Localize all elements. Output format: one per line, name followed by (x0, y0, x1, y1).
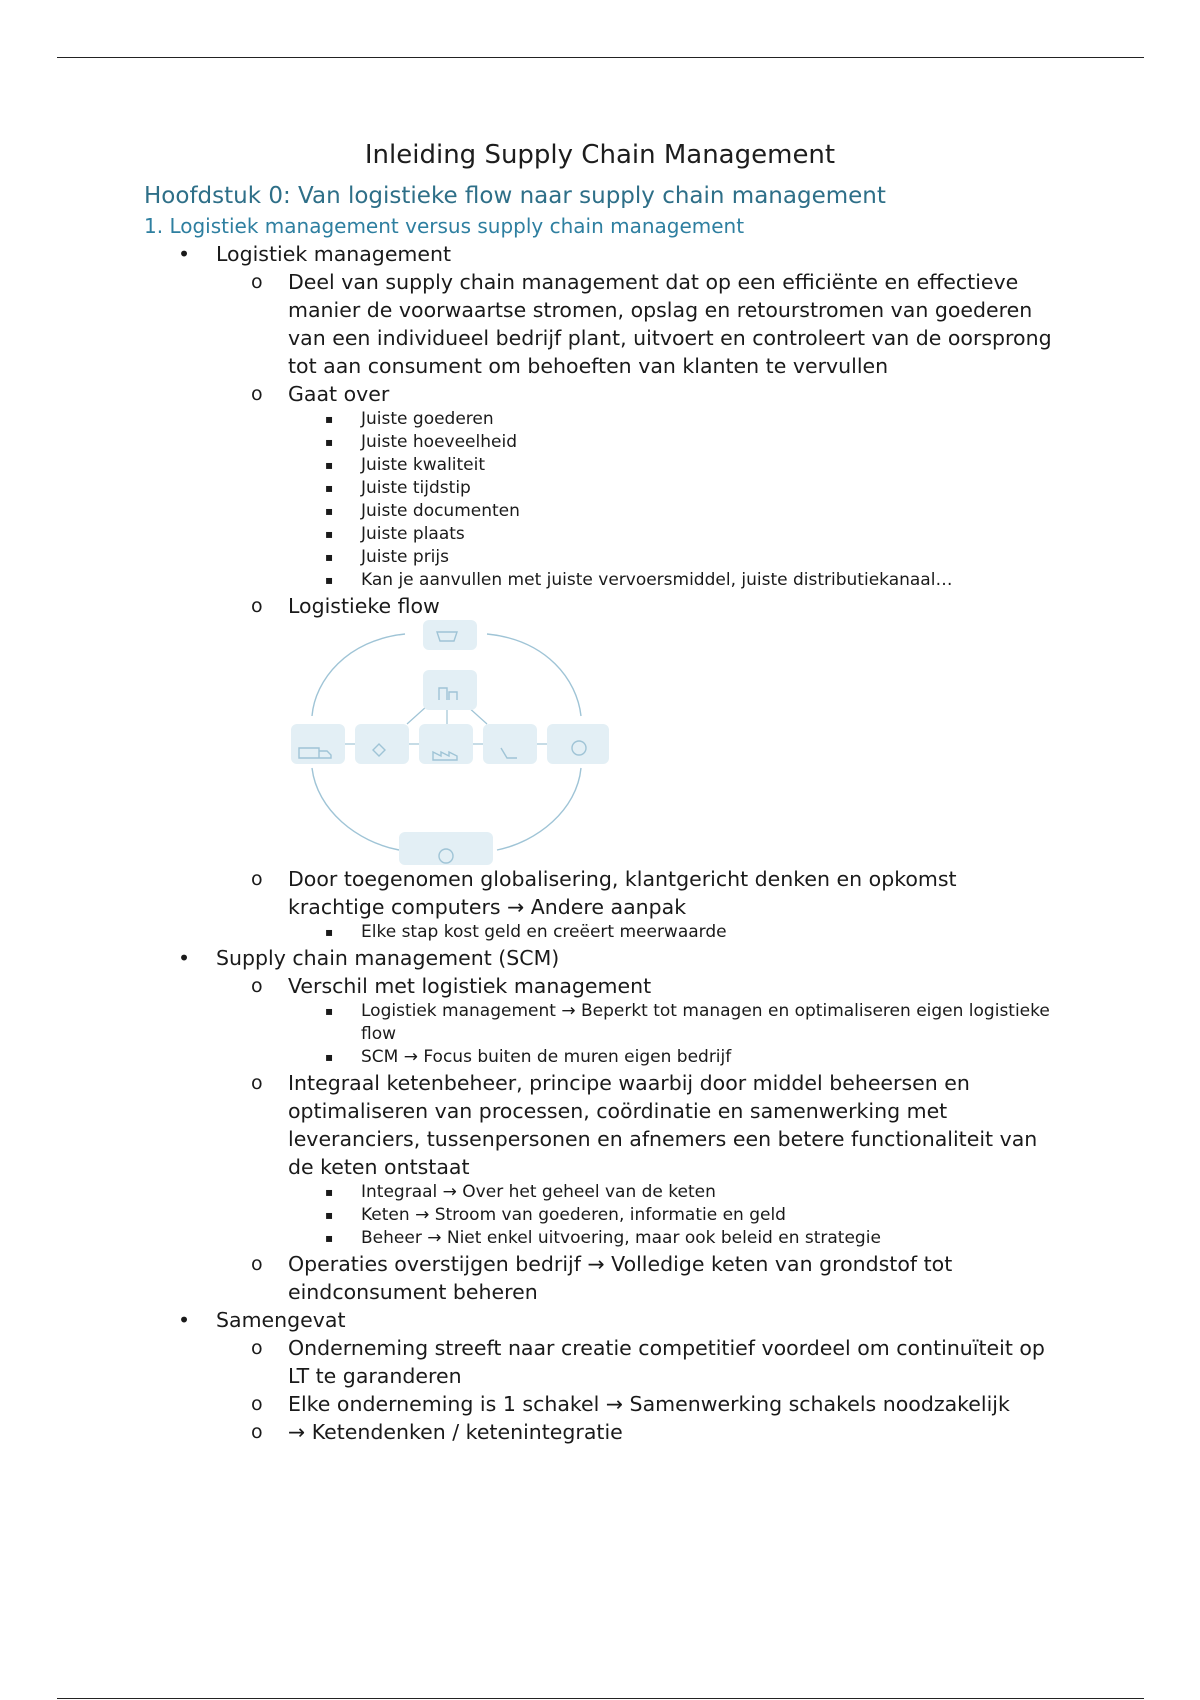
square-marker: ▪ (325, 1231, 334, 1245)
page-title: Inleiding Supply Chain Management (364, 140, 836, 170)
outline-item-level-2 (0, 1250, 1200, 1306)
outline-item-text: SCM → Focus buiten de muren eigen bedrijf (361, 1047, 732, 1067)
flow-arc-bottom-right (497, 768, 581, 850)
outline-item-level-3 (0, 500, 1200, 523)
outline-item-level-2 (0, 1390, 1200, 1418)
outline-item-text: Juiste documenten (361, 501, 520, 521)
outline-item-text: Juiste kwaliteit (361, 455, 486, 475)
outline-item-level-2 (0, 1069, 1200, 1181)
square-marker: ▪ (325, 1050, 334, 1064)
outline-item-level-3 (0, 546, 1200, 569)
flow-diagram-svg (287, 620, 613, 865)
node-mid-left (355, 724, 409, 764)
circle-marker: o (251, 1393, 263, 1415)
bullet-marker: • (178, 242, 191, 266)
outline-item-text: Onderneming streeft naar creatie competitief voordeel om continuïteit op LT te garanderen (288, 1336, 1045, 1388)
node-center-top (423, 670, 477, 710)
flow-arc-top-left (312, 634, 405, 716)
circle-marker: o (251, 1421, 263, 1443)
square-marker: ▪ (325, 925, 334, 939)
outline-item-level-1 (0, 944, 1200, 972)
outline-item-level-3 (0, 1227, 1200, 1250)
circle-marker: o (251, 271, 263, 293)
square-marker: ▪ (325, 481, 334, 495)
outline-item-level-2 (0, 592, 1200, 620)
outline-item-level-3 (0, 454, 1200, 477)
bullet-marker: • (178, 946, 191, 970)
outline-item-level-2 (0, 1418, 1200, 1446)
node-top (423, 620, 477, 650)
outline-item-text: Door toegenomen globalisering, klantgericht denken en opkomst krachtige computers → Andere aanpak (288, 867, 957, 919)
square-marker: ▪ (325, 1004, 334, 1018)
outline-item-text: Keten → Stroom van goederen, informatie en geld (361, 1205, 786, 1225)
outline-item-text: Logistiek management → Beperkt tot managen en optimaliseren eigen logistieke flow (361, 1001, 1050, 1044)
square-marker: ▪ (325, 1185, 334, 1199)
chapter-heading: Hoofdstuk 0: Van logistieke flow naar supply chain management (144, 183, 886, 209)
node-center (419, 724, 473, 764)
outline-item-level-3 (0, 1000, 1200, 1046)
outline-item-text: Verschil met logistiek management (288, 974, 652, 998)
footer-rule (57, 1698, 1144, 1699)
circle-marker: o (251, 383, 263, 405)
outline-item-text: Samengevat (216, 1308, 346, 1332)
node-right (547, 724, 609, 764)
outline-item-level-2 (0, 865, 1200, 921)
square-marker: ▪ (325, 458, 334, 472)
outline-item-level-3 (0, 1204, 1200, 1227)
outline-item-level-3 (0, 569, 1200, 592)
outline-item-text: → Ketendenken / ketenintegratie (288, 1420, 623, 1444)
outline-item-text: Elke stap kost geld en creëert meerwaarde (361, 922, 727, 942)
circle-marker: o (251, 975, 263, 997)
outline-item-text: Logistiek management (216, 242, 452, 266)
circle-marker: o (251, 1337, 263, 1359)
outline-item-level-3 (0, 431, 1200, 454)
circle-marker: o (251, 868, 263, 890)
square-marker: ▪ (325, 1208, 334, 1222)
outline-item-level-2 (0, 380, 1200, 408)
outline-item-text: Kan je aanvullen met juiste vervoersmiddel, juiste distributiekanaal… (361, 570, 953, 590)
outline-item-level-1 (0, 1306, 1200, 1334)
outline-item-level-3 (0, 1181, 1200, 1204)
outline-item-level-2 (0, 268, 1200, 380)
outline-list (0, 240, 1200, 1446)
square-marker: ▪ (325, 527, 334, 541)
bullet-marker: • (178, 1308, 191, 1332)
outline-item-level-3 (0, 408, 1200, 431)
outline-item-level-3 (0, 921, 1200, 944)
outline-item-text: Juiste hoeveelheid (361, 432, 517, 452)
outline-item-text: Operaties overstijgen bedrijf → Volledige keten van grondstof tot eindconsument beheren (288, 1252, 953, 1304)
square-marker: ▪ (325, 412, 334, 426)
square-marker: ▪ (325, 504, 334, 518)
flow-arc-bottom-left (312, 768, 399, 850)
circle-marker: o (251, 595, 263, 617)
header-rule (57, 57, 1144, 58)
outline-item-text: Juiste plaats (361, 524, 465, 544)
outline-item-text: Integraal ketenbeheer, principe waarbij door middel beheersen en optimaliseren van processen, coördinatie en samenwerking met leveranciers, tussenpersonen en afnemers een betere functionaliteit van de keten ontstaat (288, 1071, 1038, 1179)
outline-item-level-1 (0, 240, 1200, 268)
outline-item-text: Integraal → Over het geheel van de keten (361, 1182, 716, 1202)
outline-item-text: Supply chain management (SCM) (216, 946, 560, 970)
circle-marker: o (251, 1253, 263, 1275)
outline-item-level-3 (0, 1046, 1200, 1069)
outline-item-level-3 (0, 477, 1200, 500)
outline-item-text: Elke onderneming is 1 schakel → Samenwerking schakels noodzakelijk (288, 1392, 1010, 1416)
outline-item-text: Deel van supply chain management dat op een efficiënte en effectieve manier de voorwaartse stromen, opslag en retourstromen van goederen van een individueel bedrijf plant, uitvoert en controleert van de oorsprong tot aan consument om behoeften van klanten te vervullen (288, 270, 1052, 378)
square-marker: ▪ (325, 435, 334, 449)
outline-item-level-3 (0, 523, 1200, 546)
outline-item-text: Gaat over (288, 382, 390, 406)
square-marker: ▪ (325, 550, 334, 564)
outline-item-text: Juiste prijs (361, 547, 449, 567)
circle-marker: o (251, 1072, 263, 1094)
flow-link-5 (407, 706, 427, 724)
square-marker: ▪ (325, 573, 334, 587)
outline-item-level-2 (0, 972, 1200, 1000)
logistieke-flow-diagram (287, 620, 613, 865)
outline-item-level-2 (0, 1334, 1200, 1390)
outline-item-text: Juiste goederen (361, 409, 494, 429)
section-heading: 1. Logistiek management versus supply chain management (144, 214, 745, 238)
outline-item-text: Beheer → Niet enkel uitvoering, maar ook beleid en strategie (361, 1228, 881, 1248)
outline-item-text: Juiste tijdstip (361, 478, 471, 498)
outline-item-text: Logistieke flow (288, 594, 440, 618)
flow-arc-top-right (487, 634, 581, 716)
